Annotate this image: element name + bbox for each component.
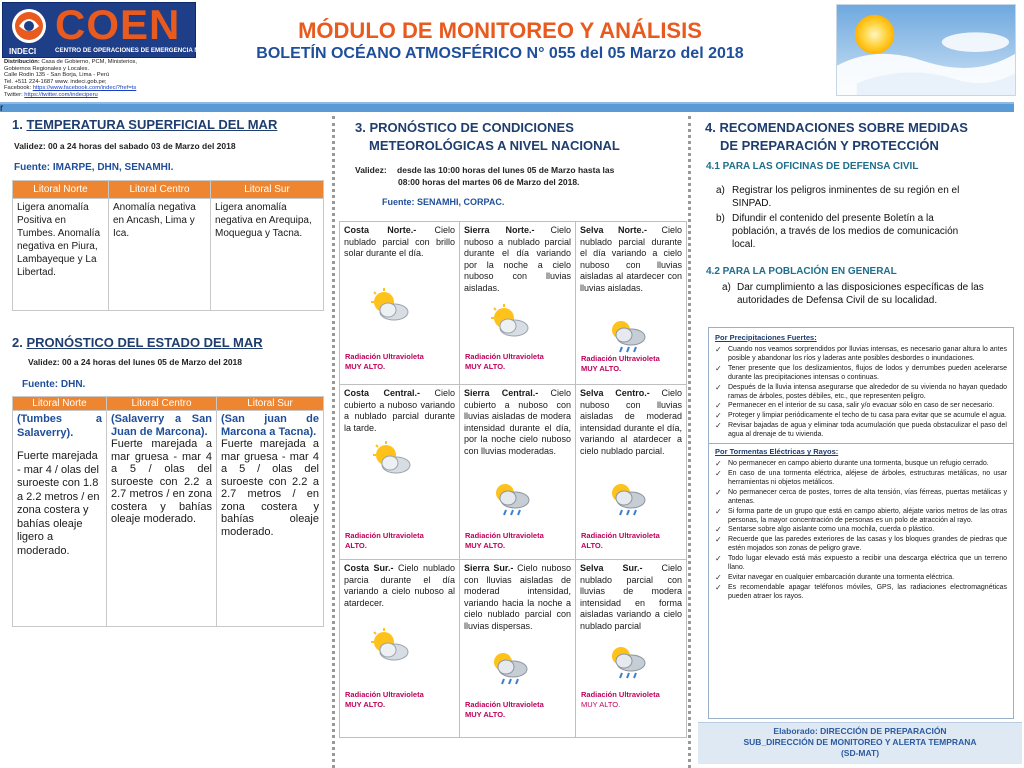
- list-item: ✓ Cuando nos veamos sorprendidos por lluvias intensas, es necesario ganar altura lo antes posible y abandonar los ríos y laderas ante posibles desbordes o inundaciones.: [715, 346, 1007, 364]
- sun-cloud-icon: [368, 288, 412, 322]
- place-sur: (San juan de Marcona a Tacna).: [221, 413, 319, 438]
- region-sierra-sur: Sierra Sur.-: [464, 563, 514, 573]
- storm-tips-list: [715, 460, 1007, 602]
- section1-validity: Validez: 00 a 24 horas del sabado 03 de Marzo del 2018: [14, 141, 236, 151]
- list-item: ✓ En caso de una tormenta eléctrica, aléjese de árboles, estructuras metálicas, no usar herramientas ni objetos metálicos.: [715, 470, 1007, 488]
- region-sierra-norte: Sierra Norte.-: [464, 225, 535, 235]
- list-item: ✓ Evitar navegar en cualquier embarcación durante una tormenta eléctrica.: [715, 574, 1007, 583]
- section1-heading: [12, 117, 277, 132]
- cell-sea-sur: [217, 411, 324, 627]
- section3-title-line1: 3. PRONÓSTICO DE CONDICIONES: [355, 120, 574, 135]
- uv-selva-sur: Radiación Ultravioleta MUY ALTO.: [581, 690, 660, 709]
- list-item: ✓ No permanecer cerca de postes, torres de alta tensión, vías férreas, puertas metálicas y antenas.: [715, 489, 1007, 507]
- forecast-sierra-sur: [460, 560, 576, 738]
- text-selva-centro: Cielo nuboso con lluvias aisladas de moderad intensidad durante el día, variando al atardecer a cielo nublado parcial.: [580, 388, 682, 456]
- distribution-line2: Gobiernos Regionales y Locales.: [4, 65, 90, 72]
- cell-temp-sur: Ligera anomalía negativa en Arequipa, Moquegua y Tacna.: [211, 199, 324, 311]
- region-selva-norte: Selva Norte.-: [580, 225, 647, 235]
- list-item: ✓ Si forma parte de un grupo que está en campo abierto, aléjate varios metros de las otras personas, la mayor concentración de personas es un polo de atracción al rayo.: [715, 508, 1007, 526]
- storm-tips-heading: Por Tormentas Eléctricas y Rayos:: [715, 447, 839, 457]
- distribution-label: Distribución:: [4, 59, 40, 65]
- text-selva-sur: Cielo nublado parcial con lluvias de modera intensidad en forma aisladas variando a cielo nublado parcial: [580, 563, 683, 631]
- column-divider-left: [332, 116, 335, 768]
- section4-sub2: 4.2 PARA LA POBLACIÓN EN GENERAL: [706, 266, 897, 277]
- forecast-selva-centro: [576, 385, 687, 560]
- stray-character: r: [0, 103, 4, 114]
- header-divider-bar: [0, 102, 1014, 112]
- section3-validity-line2: 08:00 horas del martes 06 de Marzo del 2018.: [398, 177, 580, 187]
- column-divider-right: [688, 116, 691, 768]
- list-item: ✓ Revisar bajadas de agua y eliminar toda acumulación que pueda obstaculizar el paso del agua al drenaje de tu vivienda.: [715, 422, 1007, 440]
- forecast-selva-norte: [576, 222, 687, 385]
- rain-cloud-icon: [606, 481, 650, 517]
- region-selva-centro: Selva Centro.-: [580, 388, 650, 398]
- text-sierra-sur: Cielo nuboso con lluvias aisladas de moderad intensidad, variando hacia la noche a cielo nublado parcial con lluvias dispersas.: [464, 563, 571, 631]
- text-sierra-central: Cielo cubierto a nuboso con lluvias aisladas de modera intensidad durante el día, por la noche cielo nuboso con lluvias moderadas.: [464, 388, 572, 456]
- twitter-label: Twitter:: [4, 91, 25, 98]
- list-item: ✓ No permanecer en campo abierto durante una tormenta, busque un refugio cerrado.: [715, 460, 1007, 469]
- footer-line3: (SD-MAT): [840, 748, 880, 758]
- rain-cloud-icon: [606, 318, 650, 354]
- col-litoral-centro: Litoral Centro: [109, 181, 211, 199]
- section2-number: 2.: [12, 335, 27, 350]
- list-item: ✓ Tener presente que los deslizamientos, flujos de lodos y derrumbes pueden acelerarse durante las precipitaciones intensas o continuas.: [715, 365, 1007, 383]
- section3-title-line2: METEOROLÓGICAS A NIVEL NACIONAL: [369, 138, 620, 153]
- uv-costa-norte: Radiación Ultravioleta MUY ALTO.: [345, 352, 424, 371]
- sun-cloud-icon: [368, 628, 412, 662]
- text-selva-norte: Cielo nublado parcial durante el día variando a cielo nuboso con lluvias aisladas al atardecer con lluvias aisladas.: [580, 225, 682, 293]
- place-norte: (Tumbes a Salaverry).: [17, 413, 102, 439]
- sun-cloud-icon: [370, 441, 414, 475]
- coen-logo: [2, 1, 228, 58]
- list-item: ✓ Después de la lluvia intensa asegurarse que alrededor de su vivienda no hayan quedado ramas de árboles, postes débiles, etc., que representen peligro.: [715, 384, 1007, 402]
- facebook-label: Facebook:: [4, 85, 33, 92]
- col-sea-centro: Litoral Centro: [107, 397, 217, 411]
- cell-temp-norte: Ligera anomalía Positiva en Tumbes. Anomalía negativa en Piura, Lambayeque y La Libertad.: [13, 199, 109, 311]
- section4-title-line2: DE PREPARACIÓN Y PROTECCIÓN: [720, 138, 939, 153]
- safety-tips-box: [708, 327, 1014, 719]
- text-sierra-norte: Cielo nuboso a nublado parcial durante el día variando por la noche a cielo nuboso con lluvias aisladas.: [464, 225, 571, 293]
- section4-heading: [705, 119, 968, 155]
- forecast-costa-norte: [340, 222, 460, 385]
- list-item: ✓ Todo lugar elevado está más expuesto a recibir una descarga eléctrica que un terreno llano.: [715, 555, 1007, 573]
- forecast-sierra-norte: [460, 222, 576, 385]
- address: Calle Rodin 135 - San Borja, Lima - Perú: [4, 72, 110, 79]
- sea-temperature-table: [12, 180, 324, 311]
- rain-tips-heading: Por Precipitaciones Fuertes:: [715, 333, 817, 342]
- col-sea-sur: Litoral Sur: [217, 397, 324, 411]
- forecast-sierra-central: [460, 385, 576, 560]
- twitter-link[interactable]: https://twitter.com/indeciperu: [24, 91, 98, 98]
- forecast-costa-sur: [340, 560, 460, 738]
- forecast-costa-central: [340, 385, 460, 560]
- section4-title-line1: 4. RECOMENDACIONES SOBRE MEDIDAS: [705, 120, 968, 135]
- sea-text-sur: Fuerte marejada a mar gruesa - mar 4 a 5 / olas del suroeste con 2.2 a 2.7 metros / en zona costera y bahías oleaje moderado.: [221, 438, 319, 538]
- forecast-selva-sur: [576, 560, 687, 738]
- telephone: Tel. +511 224-1687 www. indeci.gob.pe;: [4, 78, 107, 85]
- rec-item-b: b) Difundir el contenido del presente Boletín a la población, a través de los medios de comunicación local.: [716, 213, 959, 250]
- tips-divider: [709, 443, 1013, 444]
- sea-text-centro: Fuerte marejada a mar gruesa - mar 4 a 5 / olas del suroeste con 2.2 a 2.7 metros / en zona costera y bahías oleaje moderado.: [111, 438, 212, 525]
- sea-state-table: [12, 396, 324, 627]
- uv-costa-sur: Radiación Ultravioleta MUY ALTO.: [345, 690, 424, 709]
- footer-credits: [698, 722, 1022, 764]
- page-title: MÓDULO DE MONITOREO Y ANÁLISIS: [298, 18, 702, 43]
- section2-source: Fuente: DHN.: [22, 379, 86, 390]
- rain-cloud-icon: [606, 644, 650, 680]
- cell-sea-centro: [107, 411, 217, 627]
- coen-wordmark: COEN: [55, 1, 181, 48]
- section3-validity: [355, 164, 614, 188]
- list-item: ✓ Permanecer en el interior de su casa, salir y/o evacuar sólo en caso de ser necesario.: [715, 402, 1007, 411]
- uv-selva-norte: Radiación Ultravioleta MUY ALTO.: [581, 354, 660, 373]
- col-litoral-sur: Litoral Sur: [211, 181, 324, 199]
- text-costa-norte: Cielo nublado parcial con brillo solar durante el día.: [344, 225, 455, 258]
- rec-item-a: a) Registrar los peligros inminentes de su región en el SINPAD.: [716, 185, 960, 209]
- section3-validity-line1: desde las 10:00 horas del lunes 05 de Marzo hasta las: [397, 165, 615, 175]
- uv-sierra-central: Radiación Ultravioleta MUY ALTO.: [465, 531, 544, 550]
- list-item: ✓ Es recomendable apagar teléfonos móviles, GPS, las radiaciones electromagnéticas pueden atraer los rayos.: [715, 584, 1007, 602]
- bulletin-subtitle: BOLETÍN OCÉANO ATMOSFÉRICO N° 055 del 05 Marzo del 2018: [256, 45, 744, 62]
- footer-line2: SUB_DIRECCIÓN DE MONITOREO Y ALERTA TEMPRANA: [743, 737, 977, 747]
- region-sierra-central: Sierra Central.-: [464, 388, 539, 398]
- section1-title: TEMPERATURA SUPERFICIAL DEL MAR: [26, 117, 278, 132]
- facebook-link[interactable]: https://www.facebook.com/indeci?fref=ts: [32, 85, 137, 92]
- section3-validity-label: Validez:: [355, 165, 387, 175]
- uv-sierra-norte: Radiación Ultravioleta MUY ALTO.: [465, 352, 544, 371]
- section4-sub1: 4.1 PARA LAS OFICINAS DE DEFENSA CIVIL: [706, 161, 919, 172]
- uv-selva-centro: Radiación Ultravioleta ALTO.: [581, 531, 660, 550]
- col-litoral-norte: Litoral Norte: [13, 181, 109, 199]
- sea-text-norte: Fuerte marejada - mar 4 / olas del suroeste con 1.8 a 2.2 metros / en zona costera y bahías oleaje ligero a moderado.: [17, 450, 100, 557]
- cell-sea-norte: [13, 411, 107, 627]
- section2-heading: [12, 335, 263, 350]
- list-item: ✓ Recuerde que las paredes exteriores de las casas y los bloques grandes de piedras que estén mojados son zonas de peligro grave.: [715, 536, 1007, 554]
- distribution-text: Casa de Gobierno, PCM, Ministerios,: [39, 59, 138, 65]
- text-costa-sur: Cielo nublado parcia durante el día variando a cielo nuboso al atardecer.: [344, 563, 456, 608]
- uv-costa-central: Radiación Ultravioleta ALTO.: [345, 531, 424, 550]
- distribution-info: [4, 59, 204, 99]
- region-costa-norte: Costa Norte.-: [344, 225, 417, 235]
- coen-subtitle: CENTRO DE OPERACIONES DE EMERGENCIA NACIONAL: [55, 47, 228, 54]
- section1-number: 1.: [12, 117, 27, 132]
- region-costa-sur: Costa Sur.-: [344, 563, 394, 573]
- rain-cloud-icon: [488, 650, 532, 686]
- list-item: ✓ Sentarse sobre algo aislante como una mochila, cuerda o plástico.: [715, 526, 1007, 535]
- cell-temp-centro: Anomalía negativa en Ancash, Lima y Ica.: [109, 199, 211, 311]
- section2-validity: Validez: 00 a 24 horas del lunes 05 de Marzo del 2018: [28, 357, 243, 367]
- section3-heading: [355, 119, 620, 155]
- uv-sierra-sur: Radiación Ultravioleta MUY ALTO.: [465, 700, 544, 719]
- section3-source: Fuente: SENAMHI, CORPAC.: [382, 197, 505, 207]
- section2-title: PRONÓSTICO DEL ESTADO DEL MAR: [26, 335, 263, 350]
- weather-forecast-table: [339, 221, 687, 738]
- section1-source: Fuente: IMARPE, DHN, SENAMHI.: [14, 162, 174, 173]
- col-sea-norte: Litoral Norte: [13, 397, 107, 411]
- sun-clouds-banner-icon: [836, 4, 1016, 96]
- rain-tips-list: [715, 346, 1007, 440]
- rain-cloud-icon: [490, 481, 534, 517]
- region-selva-sur: Selva Sur.-: [580, 563, 643, 573]
- indeci-wordmark: INDECI: [9, 47, 37, 56]
- text-costa-central: Cielo cubierto a nuboso variando a nublado parcial durante la tarde.: [344, 388, 455, 433]
- region-costa-central: Costa Central.-: [344, 388, 420, 398]
- sun-cloud-icon: [488, 304, 532, 338]
- list-item: ✓ Proteger y limpiar periódicamente el techo de tu casa para evitar que se acumule el agua.: [715, 412, 1007, 421]
- footer-line1: Elaborado: DIRECCIÓN DE PREPARACIÓN: [773, 726, 947, 736]
- place-centro: (Salaverry a San Juan de Marcona).: [111, 413, 212, 438]
- rec-item-c: a) Dar cumplimiento a las disposiciones específicas de las autoridades de Defensa Civil de su localidad.: [722, 282, 984, 306]
